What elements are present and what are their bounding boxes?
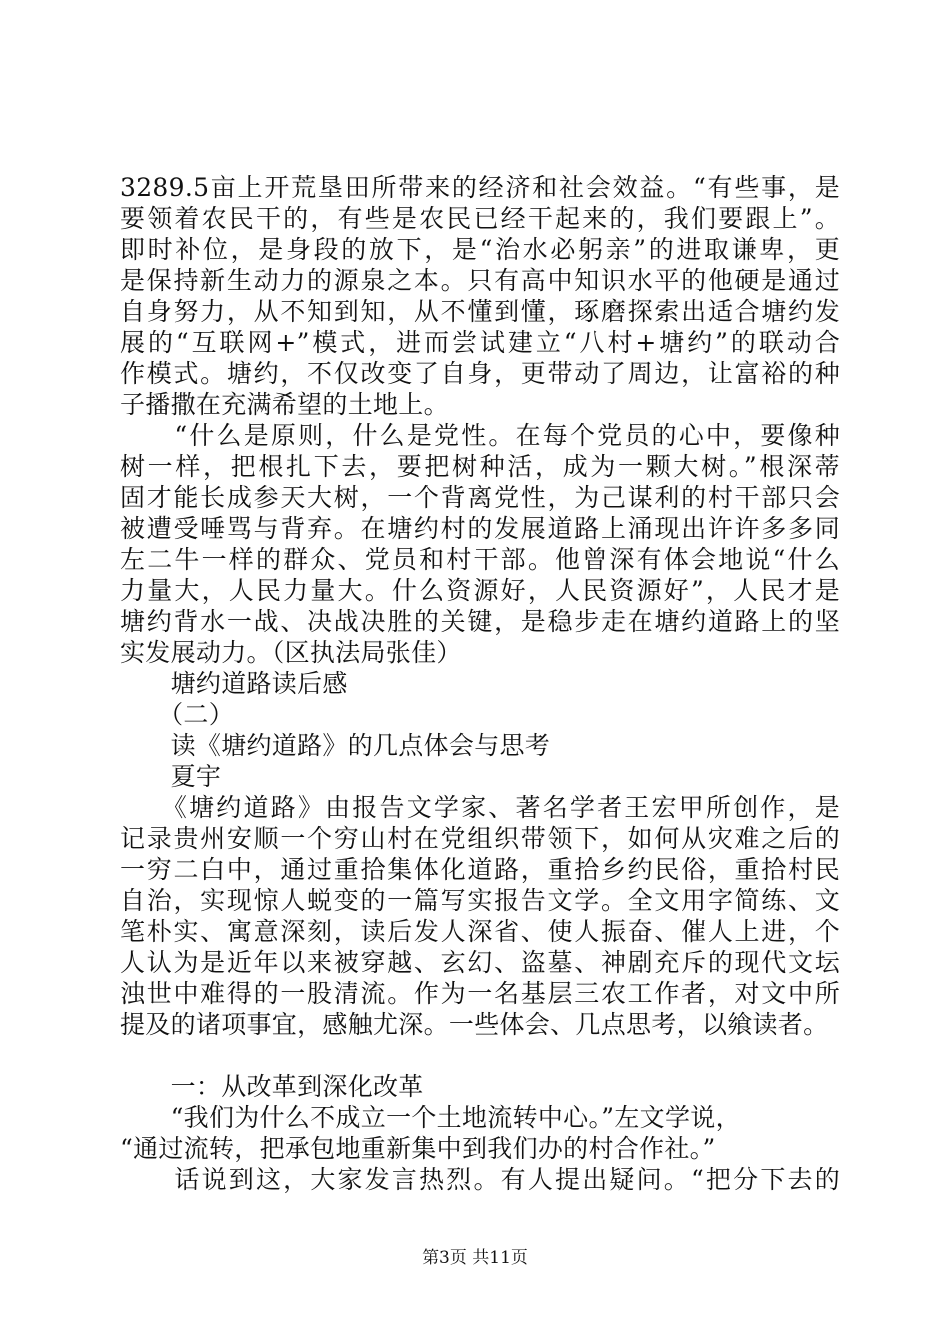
page-footer: 第3页 共11页 <box>422 1248 528 1268</box>
text-line: “什么是原则，什么是党性。在每个党员的心中，要像种 <box>120 421 840 450</box>
text-line: 人认为是近年以来被穿越、玄幻、盗墓、神剧充斥的现代文坛 <box>120 948 840 977</box>
text-line: 话说到这，大家发言热烈。有人提出疑问。“把分下去的 <box>120 1165 840 1194</box>
text-line: 笔朴实、寓意深刻，读后发人深省、使人振奋、催人上进，个 <box>120 917 840 946</box>
text-line: 左二牛一样的群众、党员和村干部。他曾深有体会地说“什么 <box>120 545 840 574</box>
text-line: 树一样，把根扎下去，要把树种活，成为一颗大树。”根深蒂 <box>120 452 840 481</box>
text-line: 是保持新生动力的源泉之本。只有高中知识水平的他硬是通过 <box>120 266 840 295</box>
text-line: 自身努力，从不知到知，从不懂到懂，琢磨探索出适合塘约发 <box>120 297 840 326</box>
text-line: “我们为什么不成立一个土地流转中心。”左文学说， <box>120 1103 741 1132</box>
text-line: 实发展动力。（区执法局张佳） <box>120 638 462 667</box>
text-line: 固才能长成参天大树，一个背离党性，为己谋利的村干部只会 <box>120 483 840 512</box>
article-author: 夏宇 <box>120 762 222 791</box>
text-line: 即时补位，是身段的放下，是“治水必躬亲”的进取谦卑，更 <box>120 235 840 264</box>
text-line: 《塘约道路》由报告文学家、著名学者王宏甲所创作，是 <box>120 793 840 822</box>
text-line: 作模式。塘约，不仅改变了自身，更带动了周边，让富裕的种 <box>120 359 840 388</box>
paragraph-gap <box>120 1040 840 1071</box>
section-title: 塘约道路读后感 <box>120 669 348 698</box>
text-line: “通过流转，把承包地重新集中到我们办的村合作社。” <box>120 1134 716 1163</box>
document-body <box>120 172 840 1195</box>
text-line: 3289.5亩上开荒垦田所带来的经济和社会效益。“有些事，是 <box>120 173 840 202</box>
text-line: 被遭受唾骂与背弃。在塘约村的发展道路上涌现出许许多多同 <box>120 514 840 543</box>
section-heading: 一：从改革到深化改革 <box>120 1072 424 1101</box>
text-line: 要领着农民干的，有些是农民已经干起来的，我们要跟上”。 <box>120 204 840 233</box>
text-line: 记录贵州安顺一个穷山村在党组织带领下，如何从灾难之后的 <box>120 824 840 853</box>
text-line: 子播撒在充满希望的土地上。 <box>120 390 449 419</box>
article-title: 读《塘约道路》的几点体会与思考 <box>120 731 551 760</box>
text-line: 一穷二白中，通过重拾集体化道路，重拾乡约民俗，重拾村民 <box>120 855 840 884</box>
text-line: 浊世中难得的一股清流。作为一名基层三农工作者，对文中所 <box>120 979 840 1008</box>
section-number: （二） <box>120 700 235 729</box>
text-line: 提及的诸项事宜，感触尤深。一些体会、几点思考，以飨读者。 <box>120 1010 829 1039</box>
text-line: 自治，实现惊人蜕变的一篇写实报告文学。全文用字简练、文 <box>120 886 840 915</box>
text-line: 展的“互联网+”模式，进而尝试建立“八村+塘约”的联动合 <box>120 328 840 357</box>
text-line: 力量大，人民力量大。什么资源好，人民资源好”，人民才是 <box>120 576 840 605</box>
text-line: 塘约背水一战、决战决胜的关键，是稳步走在塘约道路上的坚 <box>120 607 840 636</box>
